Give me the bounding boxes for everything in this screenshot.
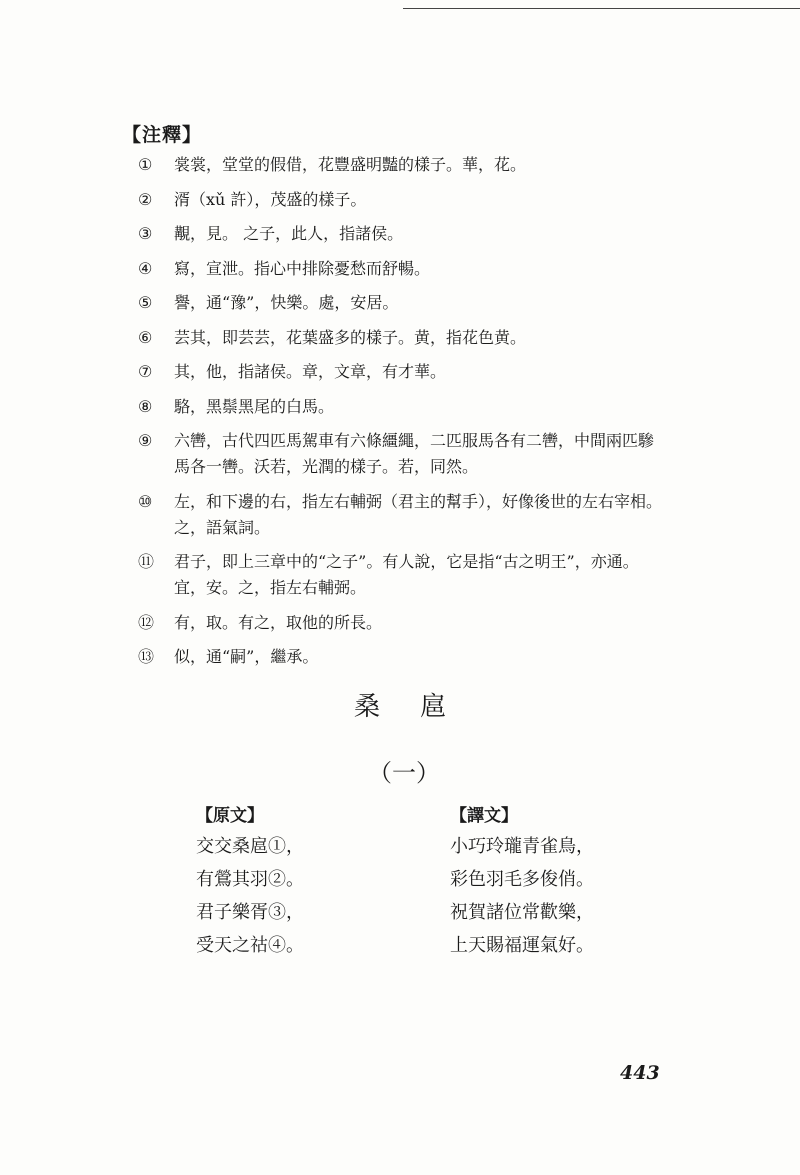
note-text: 裳裳，堂堂的假借，花豐盛明豔的樣子。華，花。 (174, 155, 527, 174)
note-number: ⑨ (138, 431, 153, 450)
note-number: ③ (138, 224, 153, 243)
note-item (138, 187, 758, 213)
note-number: ⑬ (138, 647, 155, 666)
note-item (138, 489, 758, 541)
note-text: 似，通“嗣”，繼承。 (174, 647, 319, 666)
note-item (138, 549, 758, 601)
note-item (138, 359, 758, 385)
note-number: ② (138, 189, 153, 209)
notes-heading: 【注釋】 (122, 124, 203, 146)
translation-column (450, 802, 594, 962)
page-number: 443 (620, 1062, 660, 1084)
note-item (138, 221, 758, 247)
translation-heading: 【譯文】 (450, 806, 518, 826)
note-item (138, 610, 758, 636)
note-number: ⑥ (138, 327, 153, 347)
note-text: 覯，見。 之子，此人，指諸侯。 (174, 224, 404, 243)
note-text: 有，取。有之，取他的所長。 (174, 612, 383, 632)
notes-list (138, 152, 758, 679)
note-item (138, 256, 758, 282)
poem-title: 桑扈 (353, 692, 486, 722)
top-rule (403, 8, 800, 9)
note-text: 左，和下邊的右，指左右輔弼（君主的幫手），好像後世的左右宰相。 之，語氣詞。 (174, 491, 663, 537)
translation-line: 上天賜福運氣好。 (450, 935, 594, 956)
note-item (138, 290, 758, 316)
translation-line: 小巧玲瓏青雀鳥， (450, 836, 594, 857)
note-text: 寫，宣泄。指心中排除憂愁而舒暢。 (174, 258, 431, 278)
original-line: 交交桑扈①， (196, 836, 304, 857)
translation-line: 祝賀諸位常歡樂， (450, 902, 594, 923)
note-number: ⑤ (138, 293, 153, 312)
note-text: 芸其，即芸芸，花葉盛多的樣子。黄，指花色黄。 (174, 327, 527, 347)
note-item (138, 152, 758, 178)
section-number: （一） (368, 759, 440, 787)
note-item (138, 428, 758, 480)
original-line: 有鶯其羽②。 (196, 869, 304, 890)
note-text: 駱，黑鬃黑尾的白馬。 (174, 396, 335, 416)
note-number: ① (138, 155, 153, 174)
note-number: ④ (138, 258, 153, 278)
note-text: 六轡，古代四匹馬駕車有六條繮繩，二匹服馬各有二轡，中間兩匹驂 馬各一轡。沃若，光潤的樣子。若，同然。 (174, 431, 655, 476)
original-line: 受天之祜④。 (196, 935, 304, 956)
note-number: ⑪ (138, 552, 155, 571)
note-number: ⑩ (138, 491, 153, 511)
note-text: 譽，通“豫”，快樂。處，安居。 (174, 293, 399, 312)
note-number: ⑫ (138, 612, 155, 632)
note-text: 湑（xǔ 許），茂盛的樣子。 (174, 189, 367, 209)
note-number: ⑦ (138, 362, 153, 381)
note-text: 君子，即上三章中的“之子”。有人說，它是指“古之明王”，亦通。 宜，安。之，指左右輔弼。 (174, 552, 639, 597)
original-line: 君子樂胥③， (196, 902, 304, 923)
original-text-column (196, 802, 304, 962)
original-heading: 【原文】 (196, 806, 264, 826)
note-number: ⑧ (138, 396, 153, 416)
note-text: 其，他，指諸侯。章，文章，有才華。 (174, 362, 447, 381)
note-item (138, 394, 758, 420)
note-item (138, 644, 758, 670)
translation-line: 彩色羽毛多俊俏。 (450, 869, 594, 890)
note-item (138, 325, 758, 351)
